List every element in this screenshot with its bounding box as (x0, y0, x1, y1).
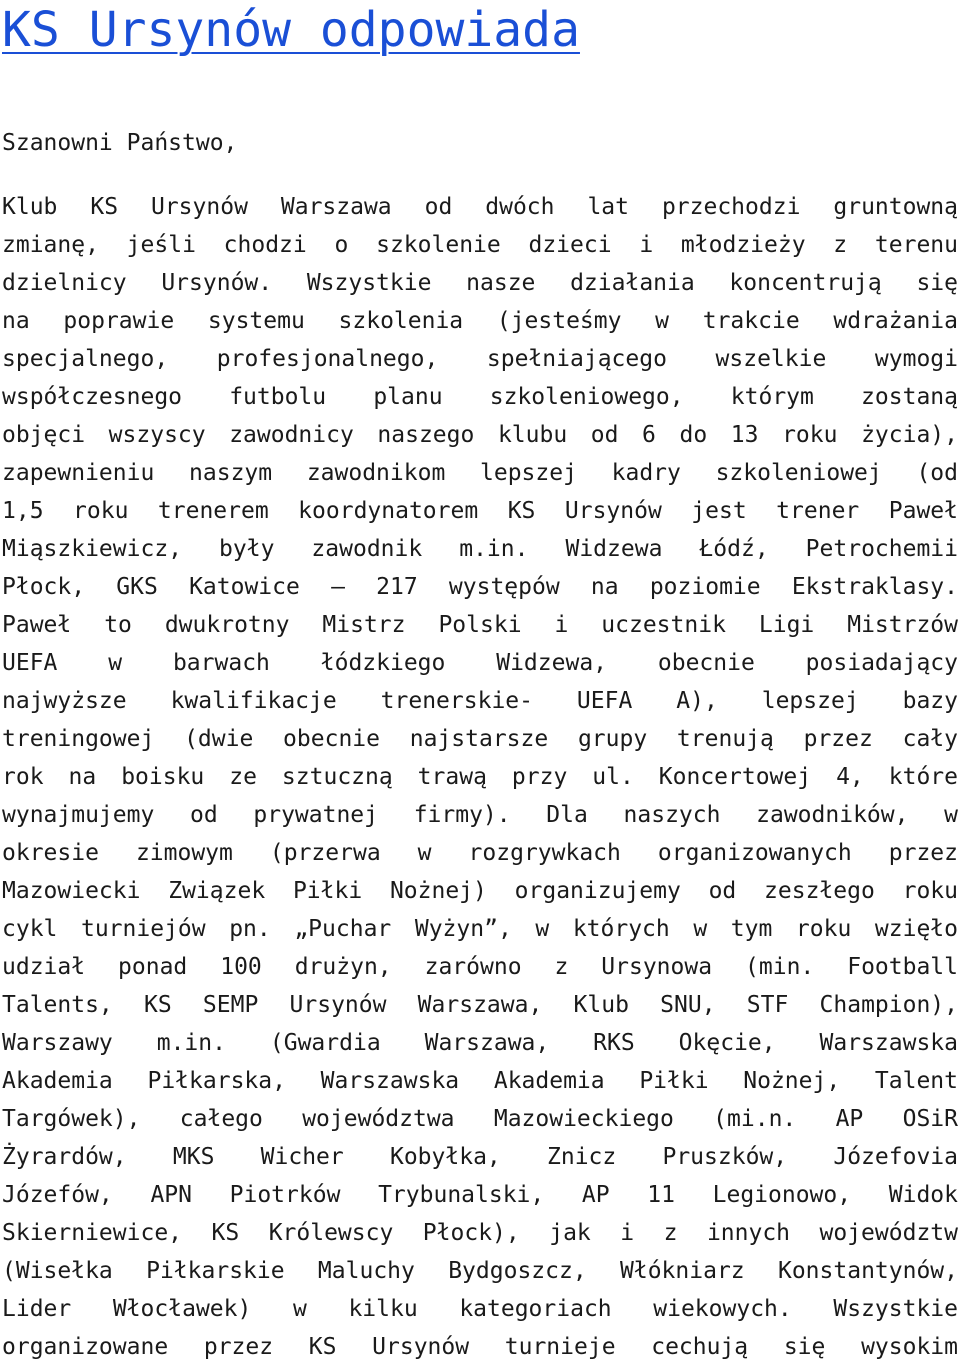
body-line: dzielnicy Ursynów. Wszystkie nasze działania koncentrują się (2, 270, 958, 296)
body-line: Lider Włocławek) w kilku kategoriach wiekowych. Wszystkie (2, 1296, 958, 1322)
body-line: Miąszkiewicz, były zawodnik m.in. Widzewa Łódź, Petrochemii (2, 536, 958, 562)
body-line: objęci wszyscy zawodnicy naszego klubu od 6 do 13 roku życia), (2, 422, 958, 448)
body-line: zapewnieniu naszym zawodnikom lepszej kadry szkoleniowej (od (2, 460, 958, 486)
body-line: Paweł to dwukrotny Mistrz Polski i uczestnik Ligi Mistrzów (2, 612, 958, 638)
body-line: Skierniewice, KS Królewscy Płock), jak i z innych województw (2, 1220, 958, 1246)
body-line: cykl turniejów pn. „Puchar Wyżyn”, w których w tym roku wzięło (2, 916, 958, 942)
body-line: 1,5 roku trenerem koordynatorem KS Ursynów jest trener Paweł (2, 498, 958, 524)
body-line: najwyższe kwalifikacje trenerskie- UEFA A), lepszej bazy (2, 688, 958, 714)
body-line: specjalnego, profesjonalnego, spełniającego wszelkie wymogi (2, 346, 958, 372)
body-line: na poprawie systemu szkolenia (jesteśmy w trakcie wdrażania (2, 308, 958, 334)
body-line: Akademia Piłkarska, Warszawska Akademia Piłki Nożnej, Talent (2, 1068, 958, 1094)
article-body (2, 188, 960, 1364)
body-line: UEFA w barwach łódzkiego Widzewa, obecnie posiadający (2, 650, 958, 676)
body-line: Żyrardów, MKS Wicher Kobyłka, Znicz Pruszków, Józefovia (2, 1144, 958, 1170)
body-line: (Wisełka Piłkarskie Maluchy Bydgoszcz, Włókniarz Konstantynów, (2, 1258, 958, 1284)
body-line: współczesnego futbolu planu szkoleniowego, którym zostaną (2, 384, 958, 410)
body-line: Klub KS Ursynów Warszawa od dwóch lat przechodzi gruntowną (2, 194, 958, 220)
body-line: Targówek), całego województwa Mazowieckiego (mi.n. AP OSiR (2, 1106, 958, 1132)
body-line: Talents, KS SEMP Ursynów Warszawa, Klub SNU, STF Champion), (2, 992, 958, 1018)
body-line: Warszawy m.in. (Gwardia Warszawa, RKS Okęcie, Warszawska (2, 1030, 958, 1056)
body-line: treningowej (dwie obecnie najstarsze grupy trenują przez cały (2, 726, 958, 752)
body-line: zmianę, jeśli chodzi o szkolenie dzieci i młodzieży z terenu (2, 232, 958, 258)
body-line: Józefów, APN Piotrków Trybunalski, AP 11 Legionowo, Widok (2, 1182, 958, 1208)
body-line: udział ponad 100 drużyn, zarówno z Ursynowa (min. Football (2, 954, 958, 980)
body-line: Płock, GKS Katowice – 217 występów na poziomie Ekstraklasy. (2, 574, 958, 600)
greeting: Szanowni Państwo, (2, 130, 238, 156)
body-line: okresie zimowym (przerwa w rozgrywkach organizowanych przez (2, 840, 958, 866)
body-line: Mazowiecki Związek Piłki Nożnej) organizujemy od zeszłego roku (2, 878, 958, 904)
body-line: organizowane przez KS Ursynów turnieje cechują się wysokim (2, 1334, 958, 1360)
body-line: wynajmujemy od prywatnej firmy). Dla naszych zawodników, w (2, 802, 958, 828)
article-title-link[interactable]: KS Ursynów odpowiada (2, 2, 580, 58)
body-line: rok na boisku ze sztuczną trawą przy ul. Koncertowej 4, które (2, 764, 958, 790)
